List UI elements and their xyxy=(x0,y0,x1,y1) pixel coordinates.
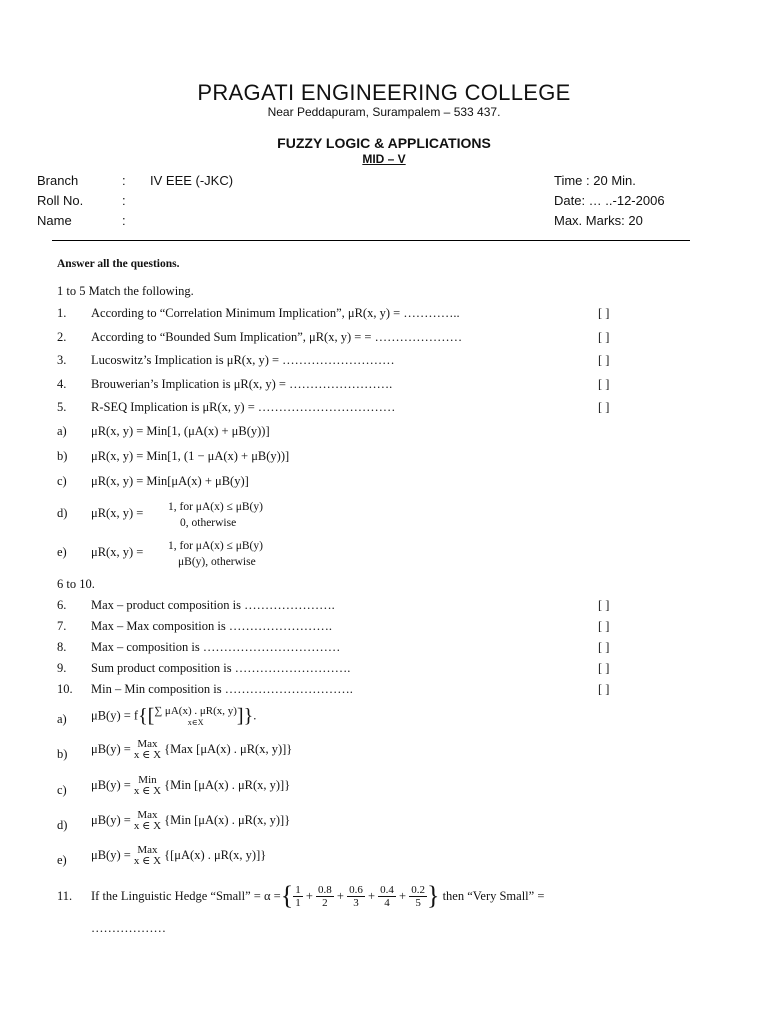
roll-label: Roll No. xyxy=(37,193,84,208)
fraction-2: $\frac{0.8}{2}$ xyxy=(318,883,332,909)
option-label: b) xyxy=(57,747,68,761)
exam-label: MID – V xyxy=(362,152,406,166)
answer-bracket: [ ] xyxy=(598,640,610,654)
answer-bracket: [ ] xyxy=(598,682,610,696)
answer-bracket: [ ] xyxy=(598,377,610,391)
question-text: Max – Max composition is ……………………. xyxy=(91,619,332,633)
question-text: According to “Bounded Sum Implication”, μR(x, y) = = ………………… xyxy=(91,330,463,344)
name-colon: : xyxy=(122,213,126,228)
question-text: Min – Min composition is …………………………. xyxy=(91,682,353,696)
option-label: d) xyxy=(57,506,68,520)
question-11-text: If the Linguistic Hedge “Small” = α = { $\frac{1}{1}$ + $\frac{0.8}{2}$ + $\frac{0.6}{3}$ + $\frac{0.4}{4}$ + $\frac{0.2}{5}$ } then “Very Small” = xyxy=(91,881,545,910)
option-formula: μB(y) = Min x ∈ X {Min [μA(x) . μR(x, y)]} xyxy=(91,774,291,797)
piecewise-cases: 1, for μA(x) ≤ μB(y) μB(y), otherwise xyxy=(168,540,263,568)
question-number: 2. xyxy=(57,330,67,344)
option-formula: μB(y) = Max x ∈ X {[μA(x) . μR(x, y)]} xyxy=(91,844,267,867)
option-label: c) xyxy=(57,474,67,488)
question-number: 4. xyxy=(57,377,67,391)
marks-text: Max. Marks: 20 xyxy=(554,213,643,228)
question-text: Brouwerian’s Implication is μR(x, y) = ……………………. xyxy=(91,377,393,391)
question-number: 11. xyxy=(57,889,73,903)
question-number: 9. xyxy=(57,661,67,675)
answer-bracket: [ ] xyxy=(598,400,610,414)
option-formula: μR(x, y) = Min[1, (μA(x) + μB(y))] xyxy=(91,424,270,438)
course-title: FUZZY LOGIC & APPLICATIONS xyxy=(277,135,491,151)
option-formula: μB(y) = Max x ∈ X {Max [μA(x) . μR(x, y)]} xyxy=(91,738,293,761)
question-number: 8. xyxy=(57,640,67,654)
option-formula: μR(x, y) = Min[μA(x) + μB(y)] xyxy=(91,474,249,488)
question-number: 10. xyxy=(57,682,73,696)
option-formula: μB(y) = Max x ∈ X {Min [μA(x) . μR(x, y)]} xyxy=(91,809,291,832)
question-text: R-SEQ Implication is μR(x, y) = …………………………… xyxy=(91,400,396,414)
question-text: Sum product composition is ………………………. xyxy=(91,661,351,675)
question-text: According to “Correlation Minimum Implication”, μR(x, y) = ………….. xyxy=(91,306,460,320)
option-formula: μB(y) = f{[ ∑ μA(x) . μR(x, y) x∈X ]}. xyxy=(91,704,257,727)
option-label: d) xyxy=(57,818,68,832)
question-number: 3. xyxy=(57,353,67,367)
instructions: Answer all the questions. xyxy=(57,258,180,270)
branch-value: IV EEE (-JKC) xyxy=(150,173,234,188)
time-text: Time : 20 Min. xyxy=(554,173,636,188)
option-formula: μR(x, y) = xyxy=(91,506,144,520)
answer-bracket: [ ] xyxy=(598,330,610,344)
fraction-5: $\frac{0.2}{5}$ xyxy=(411,883,425,909)
date-text: Date: … ..-12-2006 xyxy=(554,193,665,208)
college-title: PRAGATI ENGINEERING COLLEGE xyxy=(197,80,571,105)
section1-heading: 1 to 5 Match the following. xyxy=(57,284,194,298)
answer-bracket: [ ] xyxy=(598,619,610,633)
answer-dots: ……………… xyxy=(91,921,166,935)
divider-rule xyxy=(52,240,690,241)
answer-bracket: [ ] xyxy=(598,661,610,675)
section2-heading: 6 to 10. xyxy=(57,577,95,591)
answer-bracket: [ ] xyxy=(598,598,610,612)
fraction-1: $\frac{1}{1}$ xyxy=(295,883,301,909)
college-address: Near Peddapuram, Surampalem – 533 437. xyxy=(267,105,501,119)
question-number: 1. xyxy=(57,306,67,320)
fraction-4: $\frac{0.4}{4}$ xyxy=(380,883,394,909)
option-label: e) xyxy=(57,545,67,559)
branch-label: Branch xyxy=(37,173,79,188)
answer-bracket: [ ] xyxy=(598,306,610,320)
option-label: a) xyxy=(57,424,67,438)
question-text: Max – product composition is …………………. xyxy=(91,598,335,612)
roll-colon: : xyxy=(122,193,126,208)
option-label: e) xyxy=(57,853,67,867)
answer-bracket: [ ] xyxy=(598,353,610,367)
fraction-3: $\frac{0.6}{3}$ xyxy=(349,883,363,909)
option-label: b) xyxy=(57,449,68,463)
question-number: 5. xyxy=(57,400,67,414)
question-number: 6. xyxy=(57,598,67,612)
option-label: a) xyxy=(57,712,67,726)
piecewise-cases: 1, for μA(x) ≤ μB(y) 0, otherwise xyxy=(168,501,263,529)
question-text: Max – composition is …………………………… xyxy=(91,640,341,654)
name-label: Name xyxy=(37,213,72,228)
option-label: c) xyxy=(57,783,67,797)
option-formula: μR(x, y) = xyxy=(91,545,144,559)
branch-colon: : xyxy=(122,173,126,188)
option-formula: μR(x, y) = Min[1, (1 − μA(x) + μB(y))] xyxy=(91,449,290,463)
question-text: Lucoswitz’s Implication is μR(x, y) = ……………………… xyxy=(91,353,395,367)
question-number: 7. xyxy=(57,619,67,633)
